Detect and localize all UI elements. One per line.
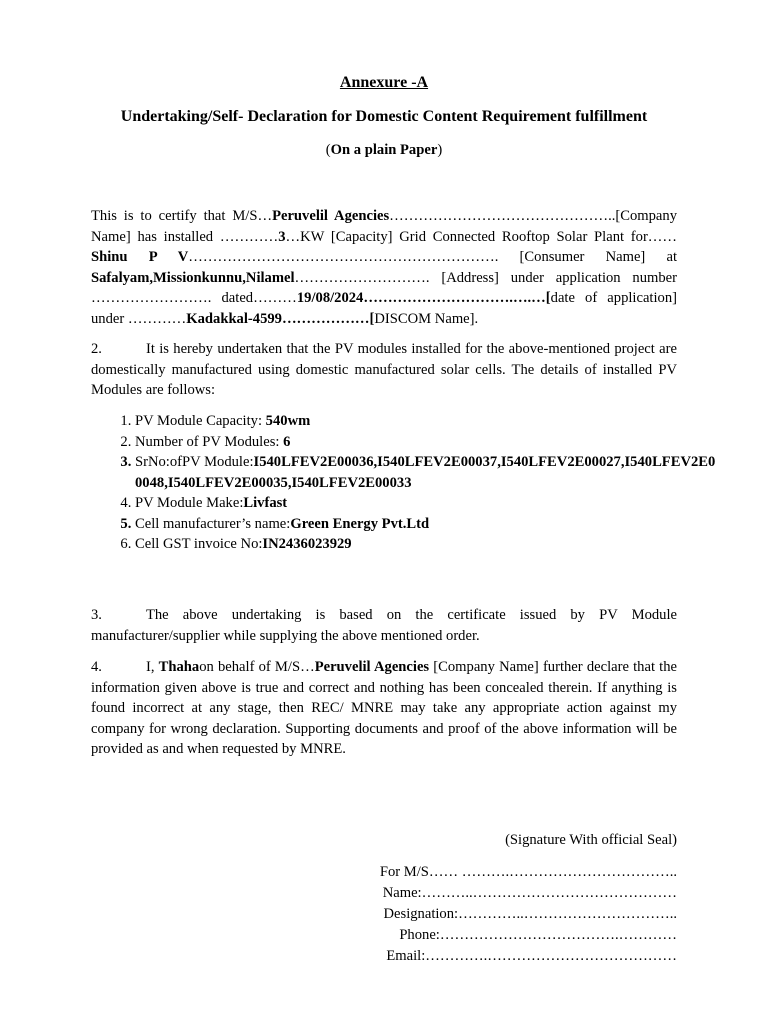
declaration-paragraph (91, 657, 677, 760)
consumer-name-value: Shinu P V (91, 249, 189, 265)
signature-name: Name:………..…………………………………… (382, 884, 677, 901)
para2-text: It is hereby undertaken that the PV modules installed for the above-mentioned project are domestically manufactured using domestic manufactured solar cells. The details of installed PV Modules are follows: (91, 341, 677, 398)
item-value: 540wm (265, 413, 311, 429)
para3-text: The above undertaking is based on the certificate issued by PV Module manufacturer/supplier while supplying the above mentioned order. (91, 607, 677, 644)
item-value: Green Energy Pvt.Ltd (290, 515, 430, 532)
annexure-heading: Annexure -A (339, 74, 429, 91)
para1-text-2: ………………………………………..[Company Name] has installed ………… (91, 208, 677, 245)
list-item (135, 432, 721, 453)
application-date-value: 19/08/2024………………………….….…[ (296, 290, 551, 306)
list-item (135, 514, 721, 535)
capacity-value: 3 (278, 228, 286, 245)
para4-number: 4. (91, 659, 102, 675)
para1-text-5: ………………………. [Address] under application number ……………………. dated……… (91, 269, 677, 306)
para1-text-1: This is to certify that M/S… (91, 208, 273, 224)
list-item (135, 411, 721, 432)
para2-number: 2. (91, 341, 102, 357)
signature-title: (Signature With official Seal) (505, 832, 677, 848)
para4-text-1: I, (145, 659, 159, 675)
para1-text-4: ………………………………………………………. [Consumer Name] at (188, 249, 678, 265)
declarant-name-value: Thaha (158, 659, 200, 675)
company-name-value: Peruvelil Agencies (314, 659, 430, 675)
signature-phone: Phone:……………………………….………… (399, 926, 677, 943)
signature-block (380, 862, 677, 967)
item-value: 6 (283, 433, 291, 450)
subtitle-plain-paper: On a plain Paper (330, 142, 438, 158)
item-label: Cell GST invoice No: (135, 536, 263, 552)
item-label: SrNo:ofPV Module: (135, 454, 254, 470)
signature-designation: Designation:…………..………………………….. (383, 905, 677, 922)
signature-for-ms: For M/S…… ……….…………………………….. (379, 864, 677, 880)
discom-value: Kadakkal-4599………………[ (186, 310, 375, 327)
module-details-list (91, 411, 721, 555)
item-value: I540LFEV2E00036,I540LFEV2E00037,I540LFEV2E00027,I540LFEV2E00048,I540LFEV2E00035,I540LFEV2E00033 (135, 454, 716, 491)
signature-email: Email:………….………………………………… (386, 947, 677, 964)
document-subtitle (0, 142, 768, 159)
para4-text-3: [Company Name] further declare that the information given above is true and correct and nothing has been concealed therein. If anything is found incorrect at any stage, then REC/ MNRE may take any appropriate action against my company for wrong declaration. Supporting documents and proof of the above information will be provided as and when requested by MNRE. (91, 659, 677, 757)
document-title: Undertaking/Self- Declaration for Domestic Content Requirement fulfillment (120, 108, 648, 125)
item-value: Livfast (243, 495, 288, 511)
company-name-value: Peruvelil Agencies (272, 208, 390, 224)
address-value: Safalyam,Missionkunnu,Nilamel (91, 269, 295, 286)
subtitle-close: ) (437, 142, 443, 158)
list-item (135, 493, 721, 514)
item-label: PV Module Make: (135, 495, 244, 511)
basis-paragraph (91, 605, 677, 646)
para3-number: 3. (91, 607, 102, 623)
item-label: Cell manufacturer’s name: (135, 515, 291, 532)
subtitle-open: ( (325, 142, 331, 158)
item-value: IN2436023929 (262, 536, 352, 552)
para1-text-7: DISCOM Name]. (374, 310, 479, 327)
list-item (135, 534, 721, 555)
undertaking-paragraph (91, 339, 677, 401)
list-item (135, 452, 721, 493)
certification-paragraph (91, 206, 677, 329)
item-label: PV Module Capacity: (135, 413, 266, 429)
para1-text-6: date of application] under ………… (91, 290, 677, 327)
item-label: Number of PV Modules: (135, 433, 284, 450)
para1-text-3: …KW [Capacity] Grid Connected Rooftop Solar Plant for…… (285, 228, 677, 245)
para4-text-2: on behalf of M/S… (199, 659, 315, 675)
